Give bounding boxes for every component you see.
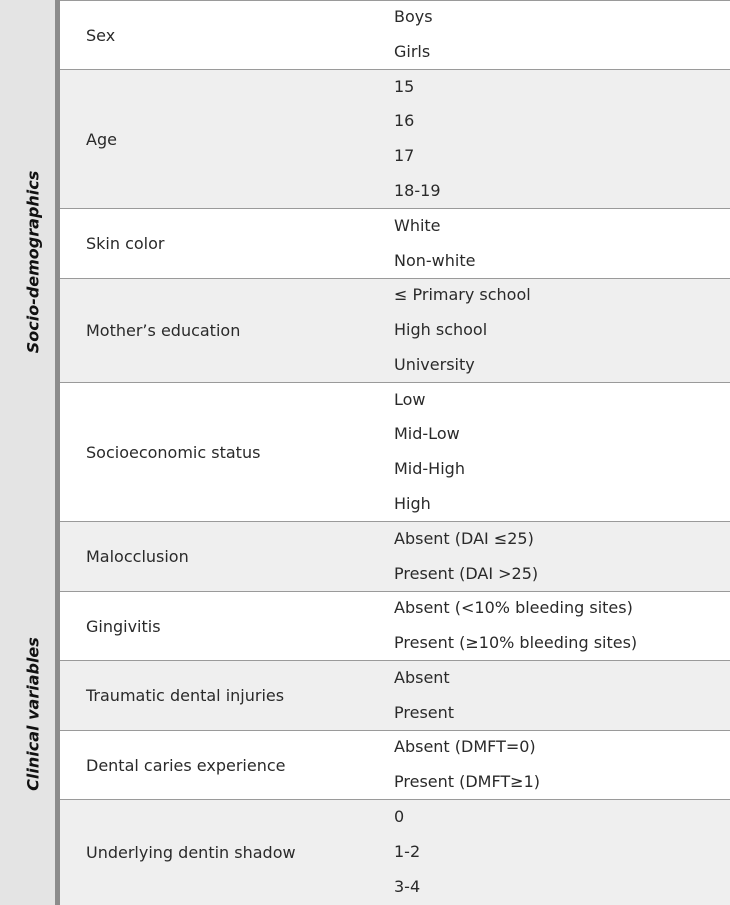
category-item: 18-19 [394,180,441,200]
category-list [394,70,730,209]
table-row [60,383,730,522]
category-list [394,278,730,382]
variable-name: Gingivitis [86,616,161,636]
category-list [394,522,730,591]
category-list [394,661,730,730]
category-item: Mid-High [394,459,465,478]
category-item: ≤ Primary school [394,285,531,305]
variable-name: Malocclusion [86,547,189,566]
category-item: Absent [394,667,450,687]
section-label-clinical-variables: Clinical variables [23,637,43,791]
variable-name: Socioeconomic status [86,442,261,462]
category-item: 1-2 [394,842,421,862]
category-item: Absent (DAI ≤25) [394,528,534,548]
category-item: Present (≥10% bleeding sites) [394,633,638,652]
category-item: 17 [394,146,415,165]
category-item: High [394,493,431,513]
variables-table [58,0,730,905]
table-row [60,592,730,661]
category-list [394,0,730,69]
category-item: Absent (DMFT=0) [394,737,536,757]
category-item: University [394,354,475,374]
section-sidebar [0,0,58,905]
category-list [394,800,730,904]
variable-name: Skin color [86,234,165,253]
category-item: 15 [394,76,415,96]
category-item: Absent (<10% bleeding sites) [394,598,633,618]
variable-name: Underlying dentin shadow [86,843,296,862]
category-item: 0 [394,807,405,827]
category-item: Low [394,389,426,409]
category-list [394,591,730,660]
table-row [60,522,730,592]
category-item: Girls [394,42,431,61]
variable-name: Dental caries experience [86,755,286,775]
category-item: Mid-Low [394,424,460,444]
category-item: High school [394,320,488,340]
category-item: Present [394,702,455,722]
category-item: 16 [394,111,415,131]
category-item: Non-white [394,250,476,270]
table-row [60,0,730,70]
table-row [60,800,730,905]
category-list [394,383,730,522]
variable-name: Traumatic dental injuries [86,686,285,705]
table-row [60,731,730,800]
category-item: White [394,215,441,235]
category-item: Present (DAI >25) [394,563,539,583]
category-list [394,730,730,799]
variable-name: Mother’s education [86,321,241,340]
variable-name: Sex [86,25,116,45]
category-list [394,209,730,278]
variable-name: Age [86,129,117,149]
category-item: 3-4 [394,876,421,896]
category-item: Boys [394,7,433,27]
category-item: Present (DMFT≥1) [394,772,541,791]
section-label-socio-demographics: Socio-demographics [23,170,43,354]
table-row [60,279,730,383]
table-row [60,70,730,209]
table-row [60,209,730,279]
table-row [60,661,730,731]
